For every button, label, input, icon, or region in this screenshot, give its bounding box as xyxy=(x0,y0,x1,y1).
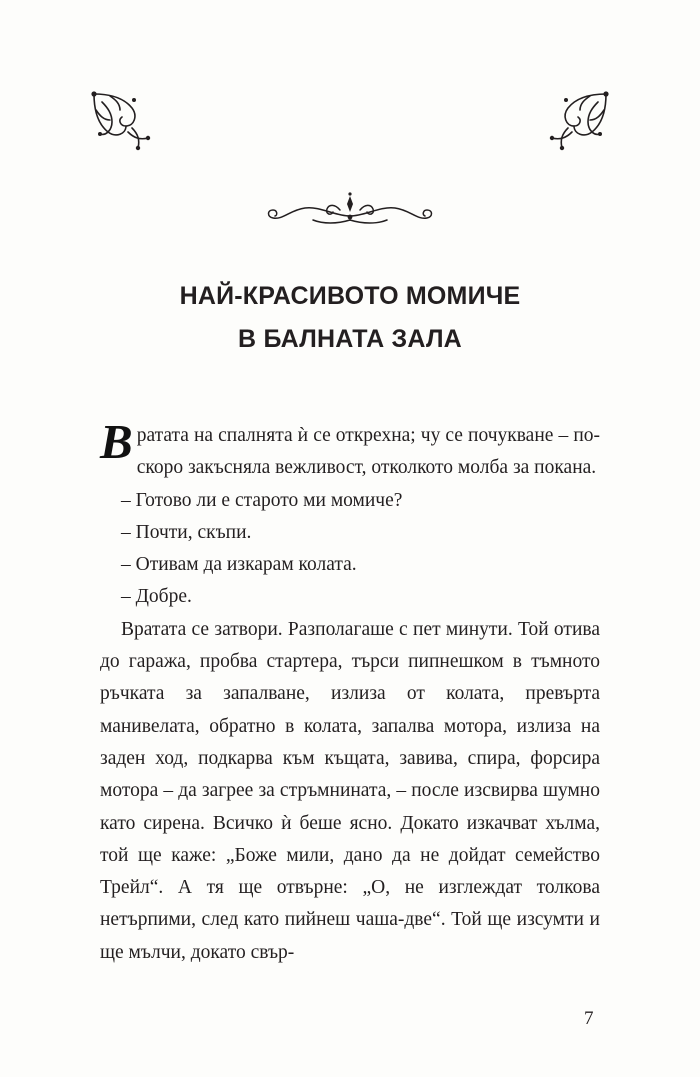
corner-ornament-right-icon xyxy=(546,90,610,154)
divider-ornament-icon xyxy=(265,190,435,234)
corner-ornament-left-icon xyxy=(90,90,154,154)
chapter-title xyxy=(0,275,700,361)
dialogue-line: – Отивам да изкарам колата. xyxy=(121,554,357,576)
body-text xyxy=(100,414,600,969)
drop-cap: В xyxy=(100,414,133,469)
paragraph-1-text: ратата на спалнята ѝ се открехна; чу се почукване – по-скоро закъсняла вежливост, отколкото молба за покана. xyxy=(136,425,600,479)
dialogue-line: – Почти, скъпи. xyxy=(121,521,252,543)
dialogue-line: – Добре. xyxy=(121,586,192,608)
paragraph-1 xyxy=(100,414,600,485)
dialogue-line: – Готово ли е старото ми момиче? xyxy=(121,489,403,511)
page-number: 7 xyxy=(584,1008,594,1029)
paragraph-narrative: Вратата се затвори. Разполагаше с пет минути. Той отива до гаража, пробва стартера, търси пипнешком в тъмното ръчката за запалване, излиза от колата, превърта манивелата, обратно в колата, запалва мотора, излиза на заден ход, подкарва към къщата, завива, спира, форсира мотора – да загрее за стръмнината, – после изсвирва шумно като сирена. Всичко ѝ беше ясно. Докато изкачват хълма, той ще каже: „Боже мили, дано да не дойдат семейство Трейл“. А тя ще отвърне: „О, не изглеждат толкова нетърпими, след като пийнеш чаша-две“. Той ще изсумти и ще мълчи, докато свър- xyxy=(100,618,600,963)
chapter-title-line-2: В БАЛНАТА ЗАЛА xyxy=(238,325,462,353)
chapter-title-line-1: НАЙ-КРАСИВОТО МОМИЧЕ xyxy=(179,282,521,310)
